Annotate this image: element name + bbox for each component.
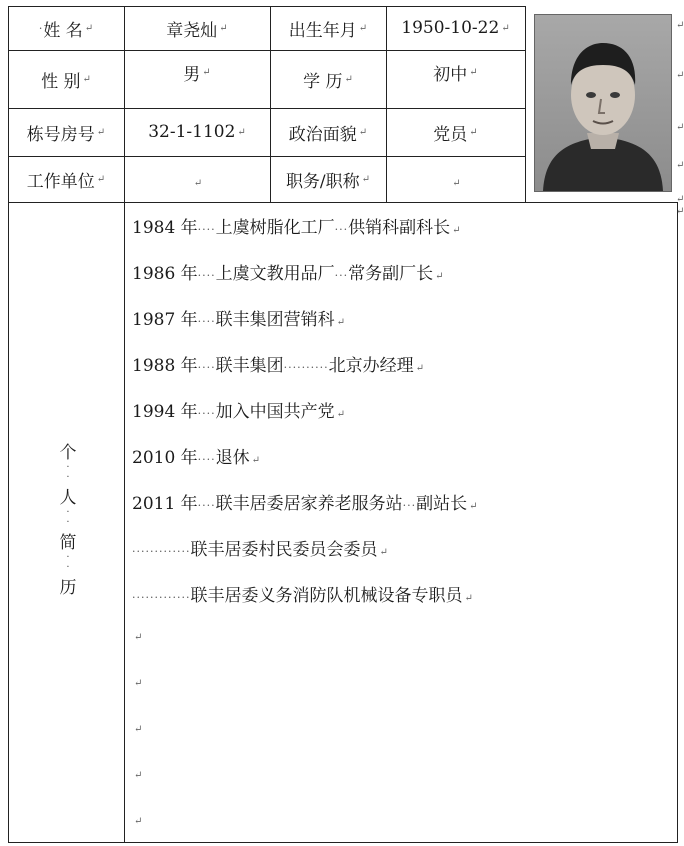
grid-line (677, 202, 678, 843)
work-label: 工作单位 ↵ (26, 171, 106, 192)
empty-line-mark: ↵ (134, 678, 143, 689)
sex-label: 性 别 ↵ (41, 71, 91, 92)
title-label: 职务/职称 ↵ (285, 171, 371, 192)
list-item: 2011 年····联丰居委居家养老服务站···副站长 ↵ (132, 494, 478, 514)
politics-value: 党员 ↵ (433, 124, 478, 145)
empty-line-mark: ↵ (134, 770, 143, 781)
edu-value: 初中 ↵ (433, 64, 478, 85)
title-value: ↵ (452, 177, 461, 189)
empty-line-mark: ↵ (134, 632, 143, 643)
list-item: 1984 年····上虞树脂化工厂···供销科副科长 ↵ (132, 218, 461, 238)
resume-label-char: 历 (59, 578, 77, 598)
empty-line-mark: ↵ (134, 724, 143, 735)
grid-line (8, 842, 678, 843)
list-item: 2010 年····退休 ↵ (132, 448, 261, 468)
resume-label-char: 人 (59, 488, 77, 508)
politics-label: 政治面貌 ↵ (288, 124, 368, 145)
room-label: 栋号房号 ↵ (26, 124, 106, 145)
list-item: 1994 年····加入中国共产党 ↵ (132, 402, 346, 422)
room-value: 32-1-1102 ↵ (148, 122, 246, 142)
list-item: 1988 年····联丰集团··········北京办经理 ↵ (132, 356, 425, 376)
cell-end-mark: ↵ (676, 122, 684, 133)
list-item: 1986 年····上虞文教用品厂···常务副厂长 ↵ (132, 264, 444, 284)
list-item: ·············联丰居委村民委员会委员 ↵ (132, 540, 388, 560)
cell-end-mark: ↵ (676, 160, 684, 171)
cell-end-mark: ↵ (676, 206, 684, 217)
list-item: ·············联丰居委义务消防队机械设备专职员 ↵ (132, 586, 473, 606)
birth-label: 出生年月 ↵ (288, 20, 368, 41)
name-value: 章尧灿 ↵ (166, 20, 228, 41)
sex-value: 男 ↵ (183, 64, 211, 85)
cell-end-mark: ↵ (676, 194, 684, 205)
work-value: ↵ (193, 177, 203, 189)
edu-label: 学 历 ↵ (303, 71, 353, 92)
person-portrait-icon (534, 14, 672, 192)
birth-value: 1950-10-22 ↵ (401, 18, 510, 38)
resume-section-label: 个 · · 人 · · 简 · · 历 (58, 438, 78, 598)
grid-line (525, 6, 526, 203)
cell-end-mark: ↵ (676, 20, 684, 31)
empty-line-mark: ↵ (134, 816, 143, 827)
resume-label-char: 个 (59, 443, 77, 463)
resume-label-char: 简 (59, 533, 77, 553)
list-item: 1987 年····联丰集团营销科 ↵ (132, 310, 346, 330)
grid-line (8, 202, 678, 203)
name-label: · 姓 名 ↵ (38, 20, 94, 41)
cell-end-mark: ↵ (676, 70, 684, 81)
